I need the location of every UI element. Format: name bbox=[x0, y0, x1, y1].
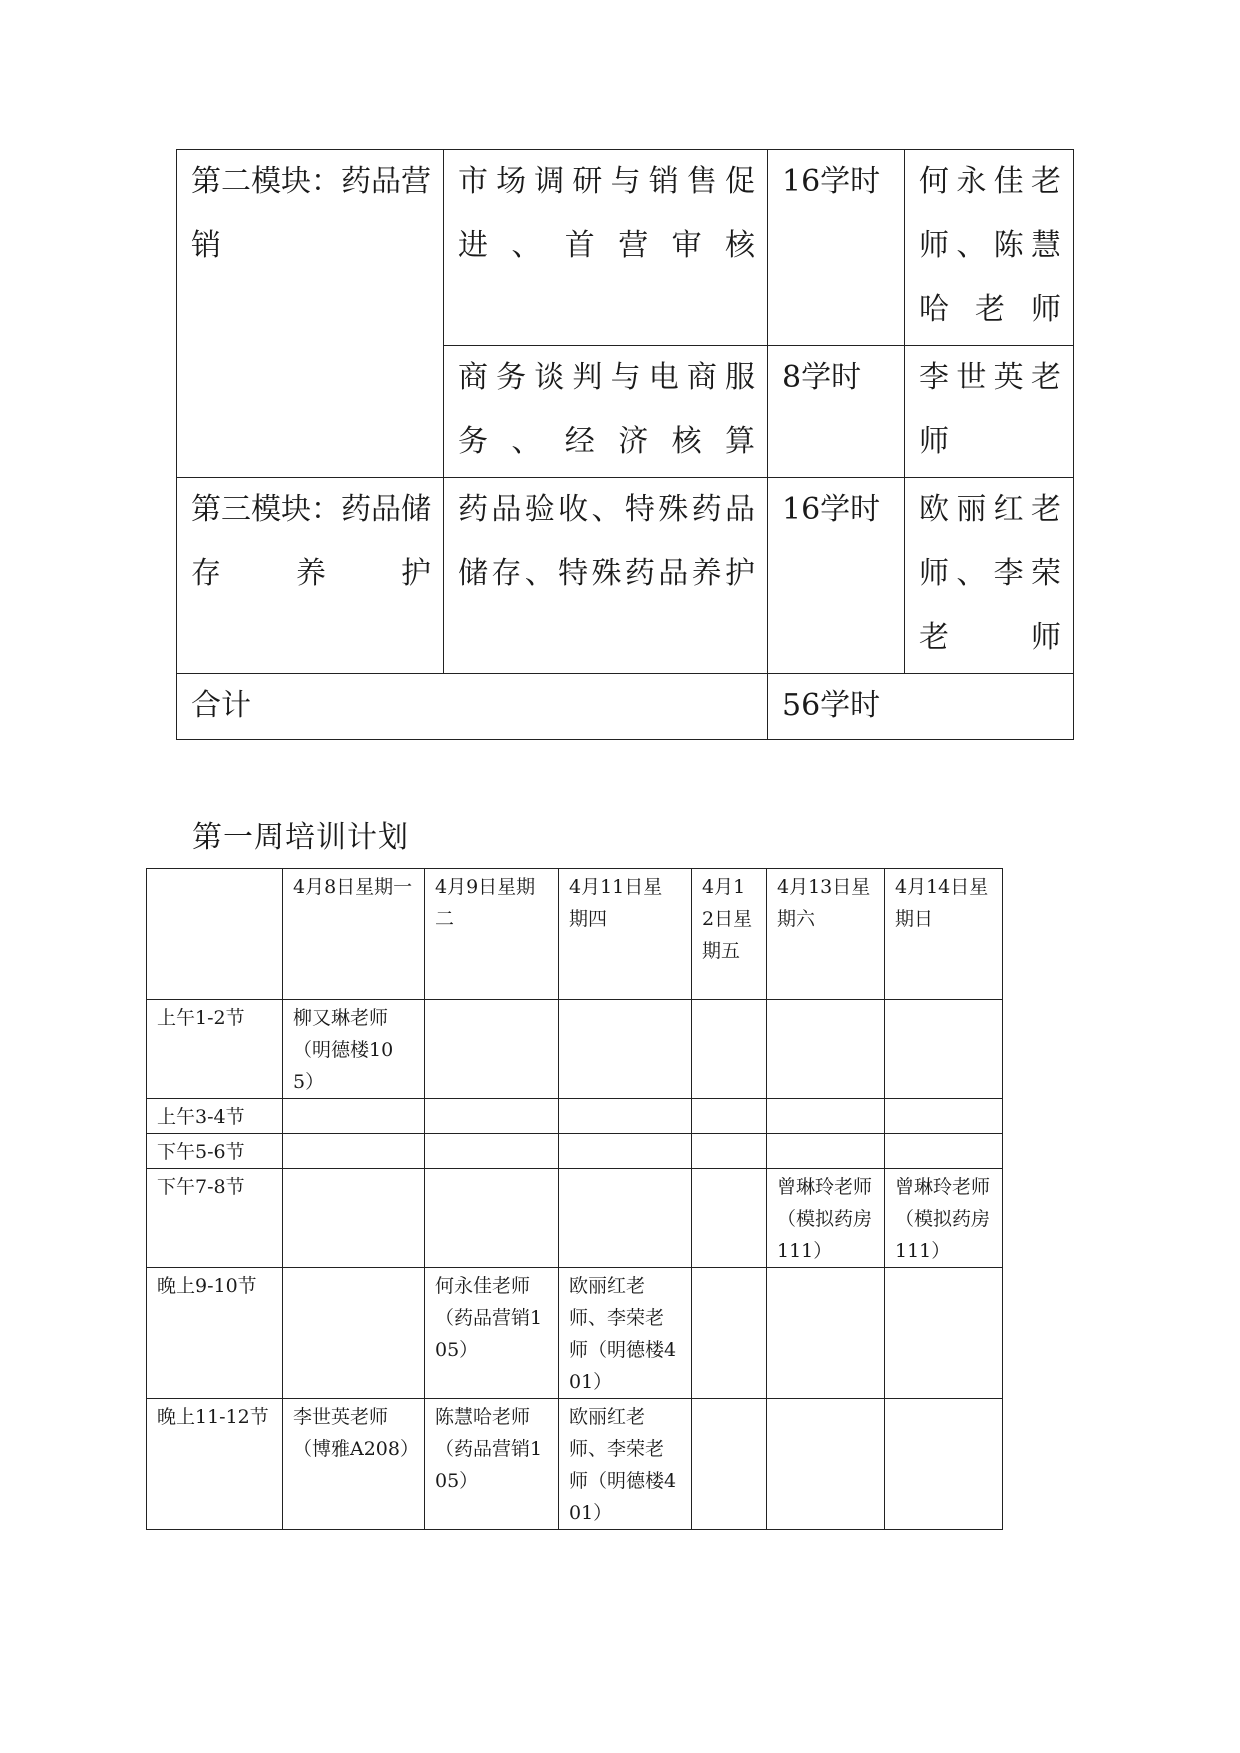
module-name-cell: 第二模块：药品营销 bbox=[177, 150, 444, 478]
schedule-cell bbox=[425, 1099, 559, 1134]
module-hours-cell: 16学时 bbox=[768, 150, 905, 346]
schedule-cell: 曾琳玲老师（模拟药房111） bbox=[767, 1169, 885, 1268]
module-teachers-cell: 何永佳老师、陈慧哈老师 bbox=[905, 150, 1074, 346]
schedule-cell: 曾琳玲老师（模拟药房111） bbox=[885, 1169, 1003, 1268]
slot-label: 晚上9-10节 bbox=[147, 1268, 283, 1399]
table-row bbox=[177, 478, 1074, 674]
schedule-cell bbox=[559, 1099, 692, 1134]
table-row bbox=[177, 674, 1074, 740]
schedule-cell bbox=[425, 1134, 559, 1169]
module-content-cell: 商务谈判与电商服务、经济核算 bbox=[444, 346, 768, 478]
schedule-row bbox=[147, 1099, 1003, 1134]
schedule-cell bbox=[767, 1000, 885, 1099]
schedule-cell bbox=[559, 1000, 692, 1099]
schedule-row bbox=[147, 1169, 1003, 1268]
schedule-header-row bbox=[147, 869, 1003, 1000]
week-plan-title: 第一周培训计划 bbox=[192, 820, 409, 855]
schedule-cell bbox=[885, 1099, 1003, 1134]
schedule-row bbox=[147, 1134, 1003, 1169]
day-header: 4月9日星期二 bbox=[425, 869, 559, 1000]
module-content-cell: 市场调研与销售促进、首营审核 bbox=[444, 150, 768, 346]
schedule-cell bbox=[692, 1000, 767, 1099]
schedule-cell bbox=[692, 1169, 767, 1268]
schedule-cell bbox=[559, 1169, 692, 1268]
module-hours-cell: 16学时 bbox=[768, 478, 905, 674]
module-name-cell: 第三模块：药品储存养护 bbox=[177, 478, 444, 674]
schedule-cell bbox=[283, 1268, 425, 1399]
schedule-cell bbox=[692, 1399, 767, 1530]
module-teachers-cell: 李世英老师 bbox=[905, 346, 1074, 478]
schedule-cell bbox=[692, 1134, 767, 1169]
schedule-cell bbox=[425, 1000, 559, 1099]
schedule-cell bbox=[885, 1268, 1003, 1399]
schedule-cell: 李世英老师（博雅A208） bbox=[283, 1399, 425, 1530]
module-content-cell: 药品验收、特殊药品储存、特殊药品养护 bbox=[444, 478, 768, 674]
schedule-cell: 欧丽红老师、李荣老师（明德楼401） bbox=[559, 1399, 692, 1530]
schedule-row bbox=[147, 1000, 1003, 1099]
schedule-row bbox=[147, 1268, 1003, 1399]
slot-label: 晚上11-12节 bbox=[147, 1399, 283, 1530]
schedule-cell bbox=[885, 1000, 1003, 1099]
day-header: 4月13日星期六 bbox=[767, 869, 885, 1000]
slot-label: 上午3-4节 bbox=[147, 1099, 283, 1134]
schedule-cell: 柳又琳老师（明德楼105） bbox=[283, 1000, 425, 1099]
module-hours-table bbox=[176, 149, 1074, 740]
schedule-cell bbox=[692, 1099, 767, 1134]
corner-cell bbox=[147, 869, 283, 1000]
schedule-cell: 欧丽红老师、李荣老师（明德楼401） bbox=[559, 1268, 692, 1399]
table-row bbox=[177, 150, 1074, 346]
day-header: 4月8日星期一 bbox=[283, 869, 425, 1000]
slot-label: 下午7-8节 bbox=[147, 1169, 283, 1268]
schedule-cell bbox=[885, 1134, 1003, 1169]
slot-label: 上午1-2节 bbox=[147, 1000, 283, 1099]
schedule-cell bbox=[767, 1099, 885, 1134]
schedule-cell bbox=[767, 1399, 885, 1530]
day-header: 4月14日星期日 bbox=[885, 869, 1003, 1000]
total-hours-cell: 56学时 bbox=[768, 674, 1074, 740]
schedule-cell bbox=[692, 1268, 767, 1399]
module-teachers-cell: 欧丽红老师、李荣老师 bbox=[905, 478, 1074, 674]
schedule-cell bbox=[283, 1169, 425, 1268]
weekly-schedule-table bbox=[146, 868, 1003, 1530]
schedule-cell: 何永佳老师（药品营销105） bbox=[425, 1268, 559, 1399]
total-label-cell: 合计 bbox=[177, 674, 768, 740]
schedule-cell bbox=[767, 1134, 885, 1169]
schedule-cell bbox=[559, 1134, 692, 1169]
module-hours-cell: 8学时 bbox=[768, 346, 905, 478]
day-header: 4月12日星期五 bbox=[692, 869, 767, 1000]
schedule-cell bbox=[283, 1099, 425, 1134]
schedule-cell bbox=[283, 1134, 425, 1169]
schedule-row bbox=[147, 1399, 1003, 1530]
day-header: 4月11日星期四 bbox=[559, 869, 692, 1000]
schedule-cell bbox=[885, 1399, 1003, 1530]
schedule-cell bbox=[767, 1268, 885, 1399]
schedule-cell: 陈慧哈老师（药品营销105） bbox=[425, 1399, 559, 1530]
slot-label: 下午5-6节 bbox=[147, 1134, 283, 1169]
schedule-cell bbox=[425, 1169, 559, 1268]
